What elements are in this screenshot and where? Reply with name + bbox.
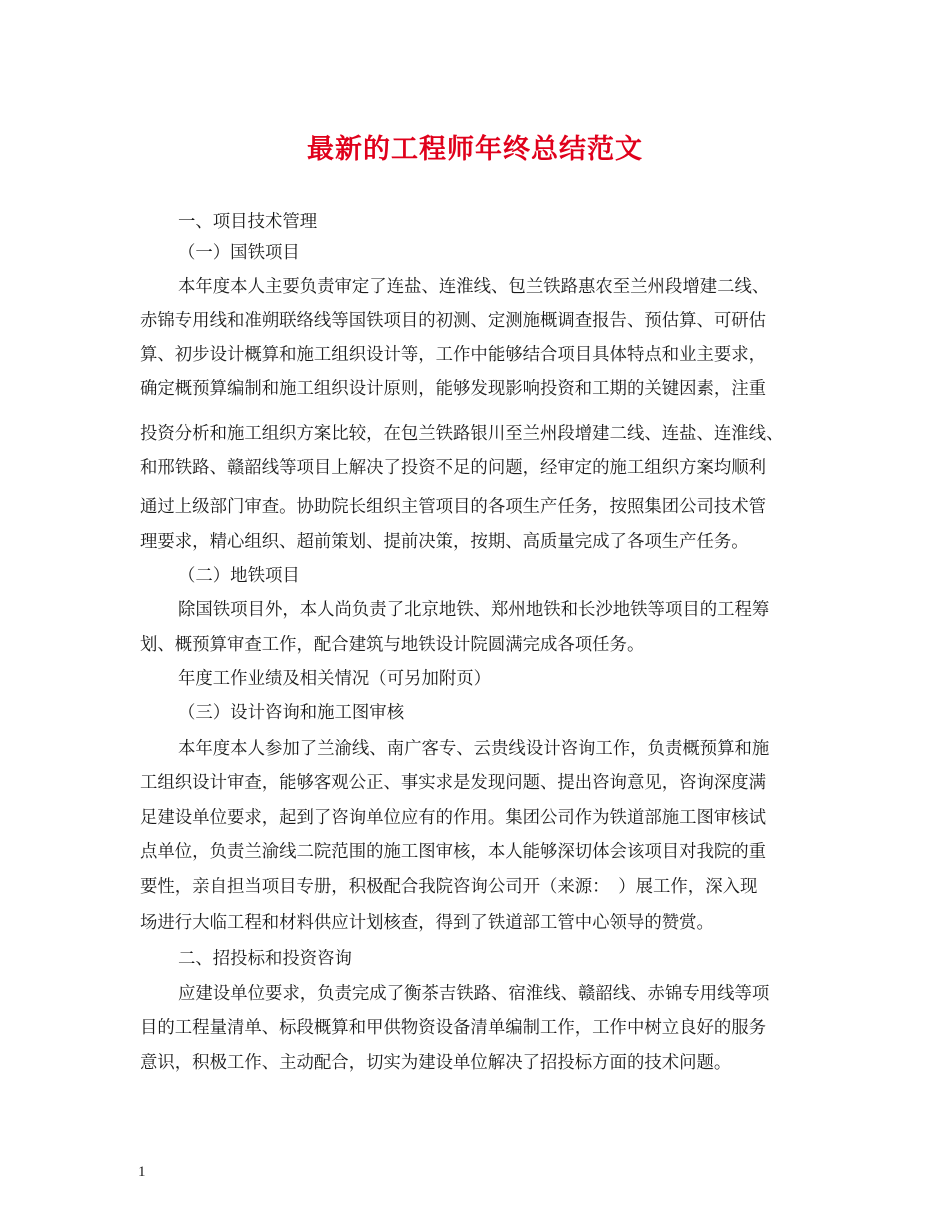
paragraph-line: 要性，亲自担当项目专册，积极配合我院咨询公司开（来源： ）展工作，深入现 xyxy=(140,877,758,897)
paragraph-line: 点单位，负责兰渝线二院范围的施工图审核，本人能够深切体会该项目对我院的重 xyxy=(140,842,767,862)
paragraph-line: 本年度本人主要负责审定了连盐、连淮线、包兰铁路惠农至兰州段增建二线、 xyxy=(178,277,770,297)
subsection-heading: （一）国铁项目 xyxy=(178,243,300,263)
subsection-heading: （二）地铁项目 xyxy=(178,566,300,586)
paragraph-line: 本年度本人参加了兰渝线、南广客专、云贵线设计咨询工作，负责概预算和施 xyxy=(178,739,770,759)
paragraph-line: 赤锦专用线和准朔联络线等国铁项目的初测、定测施概调查报告、预估算、可研估 xyxy=(140,311,767,331)
paragraph-line: 场进行大临工程和材料供应计划核查，得到了铁道部工管中心领导的赞赏。 xyxy=(140,913,714,933)
paragraph-line: 算、初步设计概算和施工组织设计等，工作中能够结合项目具体特点和业主要求， xyxy=(140,345,767,365)
paragraph-line: 意识，积极工作、主动配合，切实为建设单位解决了招投标方面的技术问题。 xyxy=(140,1053,732,1073)
paragraph-line: 确定概预算编制和施工组织设计原则，能够发现影响投资和工期的关键因素，注重 xyxy=(140,379,767,399)
paragraph-line: 划、概预算审查工作，配合建筑与地铁设计院圆满完成各项任务。 xyxy=(140,635,645,655)
section-heading: 一、项目技术管理 xyxy=(178,212,318,232)
paragraph-line: 足建设单位要求，起到了咨询单位应有的作用。集团公司作为铁道部施工图审核试 xyxy=(140,808,767,828)
paragraph-line: 理要求，精心组织、超前策划、提前决策，按期、高质量完成了各项生产任务。 xyxy=(140,532,749,552)
paragraph-line: 应建设单位要求，负责完成了衡茶吉铁路、宿淮线、赣韶线、赤锦专用线等项 xyxy=(178,984,770,1004)
paragraph-line: 通过上级部门审查。协助院长组织主管项目的各项生产任务，按照集团公司技术管 xyxy=(140,497,767,517)
paragraph-line: 投资分析和施工组织方案比较，在包兰铁路银川至兰州段增建二线、连盐、连淮线、 xyxy=(140,424,784,444)
paragraph-line: 年度工作业绩及相关情况（可另加附页） xyxy=(178,669,492,689)
paragraph-line: 除国铁项目外，本人尚负责了北京地铁、郑州地铁和长沙地铁等项目的工程筹 xyxy=(178,600,770,620)
subsection-heading: （三）设计咨询和施工图审核 xyxy=(178,703,405,723)
page-title: 最新的工程师年终总结范文 xyxy=(307,134,643,165)
section-heading: 二、招投标和投资咨询 xyxy=(178,949,352,969)
paragraph-line: 工组织设计审查，能够客观公正、事实求是发现问题、提出咨询意见，咨询深度满 xyxy=(140,773,767,793)
paragraph-line: 和邢铁路、赣韶线等项目上解决了投资不足的问题，经审定的施工组织方案均顺利 xyxy=(140,458,767,478)
page-number: 1 xyxy=(138,1164,146,1180)
paragraph-line: 目的工程量清单、标段概算和甲供物资设备清单编制工作，工作中树立良好的服务 xyxy=(140,1018,767,1038)
